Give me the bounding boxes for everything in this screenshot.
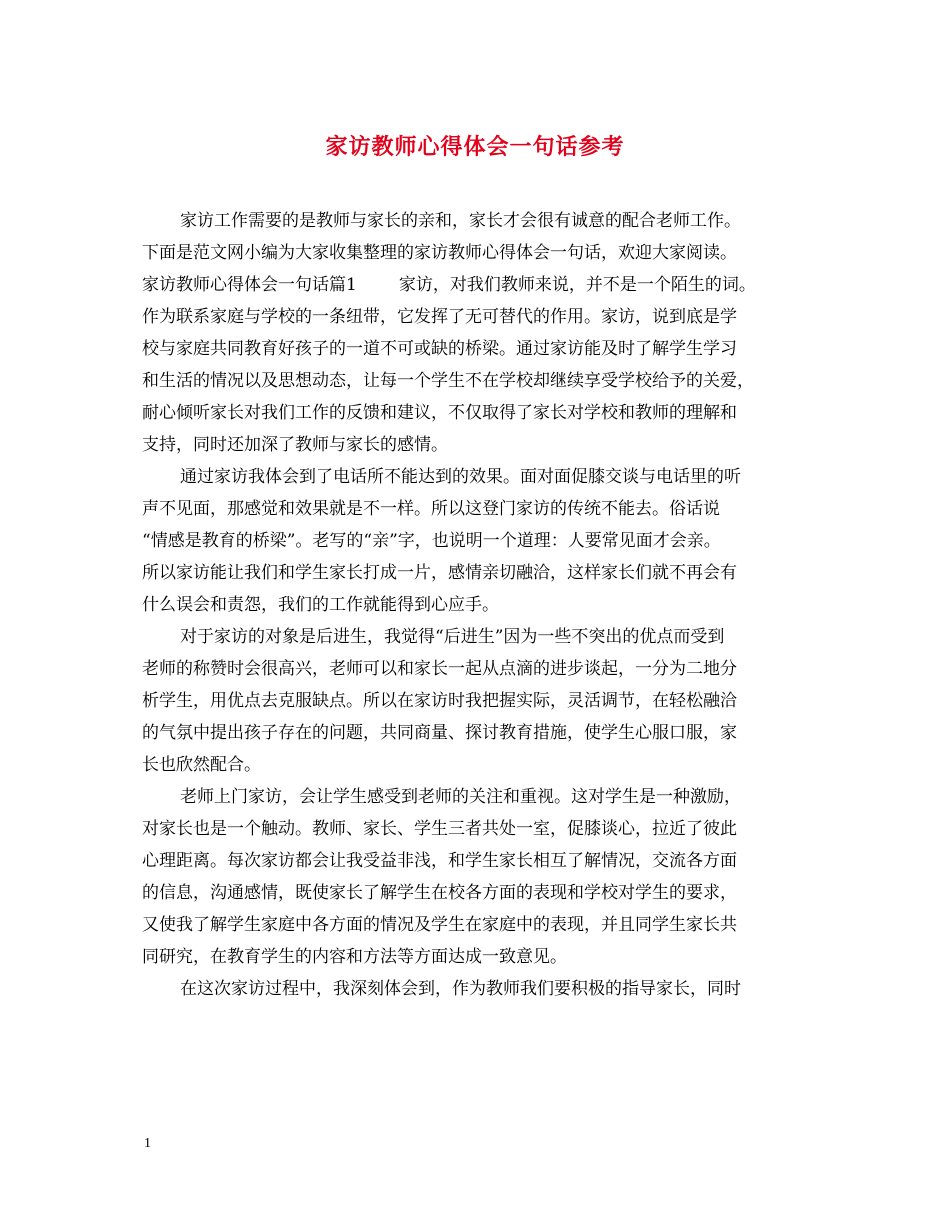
section-heading-line (142, 269, 822, 301)
text-line: 下面是范文网小编为大家收集整理的家访教师心得体会一句话，欢迎大家阅读。 (142, 243, 737, 263)
text-line: 又使我了解学生家庭中各方面的情况及学生在家庭中的表现，并且同学生家长共 (142, 915, 737, 935)
text-line: 声不见面，那感觉和效果就是不一样。所以这登门家访的传统不能去。俗话说 (142, 499, 720, 519)
text-line: 作为联系家庭与学校的一条纽带，它发挥了无可替代的作用。家访，说到底是学 (142, 307, 737, 327)
text-line: 对家长也是一个触动。教师、家长、学生三者共处一室，促膝谈心，拉近了彼此 (142, 819, 737, 839)
page-number: 1 (144, 1136, 151, 1151)
text-line: 心理距离。每次家访都会让我受益非浅，和学生家长相互了解情况，交流各方面 (142, 851, 737, 871)
text-line: 老师的称赞时会很高兴，老师可以和家长一起从点滴的进步谈起，一分为二地分 (142, 659, 737, 679)
text-line: 什么误会和责怨，我们的工作就能得到心应手。 (142, 595, 499, 615)
text-line: 析学生，用优点去克服缺点。所以在家访时我把握实际，灵活调节，在轻松融洽 (142, 691, 737, 711)
text-line: 同研究，在教育学生的内容和方法等方面达成一致意见。 (142, 947, 567, 967)
text-line: 支持，同时还加深了教师与家长的感情。 (142, 435, 448, 455)
text-line: 所以家访能让我们和学生家长打成一片，感情亲切融洽，这样家长们就不再会有 (142, 563, 737, 583)
text-line: 在这次家访过程中，我深刻体会到，作为教师我们要积极的指导家长，同时 (180, 979, 741, 999)
text-line: “情感是教育的桥梁”。老写的“亲”字，也说明一个道理：人要常见面才会亲。 (142, 531, 721, 551)
text-line: 长也欣然配合。 (142, 755, 261, 775)
text-line: 对于家访的对象是后进生，我觉得“后进生”因为一些不突出的优点而受到 (180, 627, 725, 647)
text-line: 校与家庭共同教育好孩子的一道不可或缺的桥梁。通过家访能及时了解学生学习 (142, 339, 737, 359)
text-line: 老师上门家访，会让学生感受到老师的关注和重视。这对学生是一种激励， (180, 787, 741, 807)
text-line: 家访工作需要的是教师与家长的亲和，家长才会很有诚意的配合老师工作。 (180, 211, 741, 231)
text-line: 通过家访我体会到了电话所不能达到的效果。面对面促膝交谈与电话里的听 (180, 467, 741, 487)
document-body (142, 205, 822, 1005)
text-line: 家访，对我们教师来说，并不是一个陌生的词。 (398, 275, 756, 295)
text-line: 的信息，沟通感情，既使家长了解学生在校各方面的表现和学校对学生的要求， (142, 883, 737, 903)
text-line: 耐心倾听家长对我们工作的反馈和建议，不仅取得了家长对学校和教师的理解和 (142, 403, 737, 423)
document-title: 家访教师心得体会一句话参考 (325, 134, 625, 160)
text-line: 和生活的情况以及思想动态，让每一个学生不在学校却继续享受学校给予的关爱， (142, 371, 754, 391)
text-line: 的气氛中提出孩子存在的问题，共同商量、探讨教育措施，使学生心服口服，家 (142, 723, 737, 743)
section-heading: 家访教师心得体会一句话篇1 (142, 275, 357, 295)
